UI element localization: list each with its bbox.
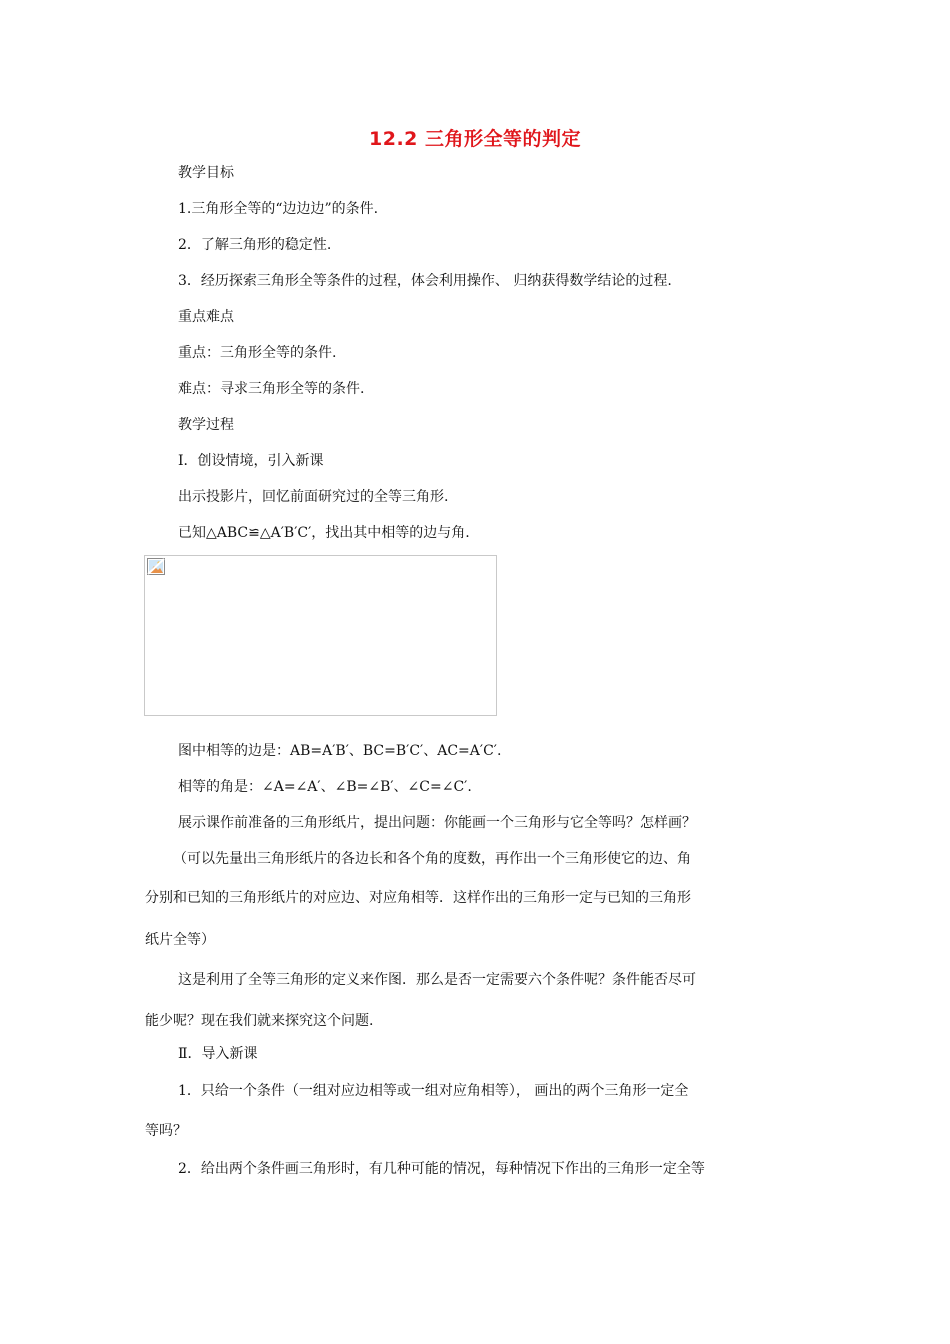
paragraph: 纸片全等）: [145, 932, 215, 948]
paragraph: 2．给出两个条件画三角形时，有几种可能的情况，每种情况下作出的三角形一定全等: [178, 1161, 705, 1177]
section-heading-process: 教学过程: [178, 417, 234, 433]
paragraph: 这是利用了全等三角形的定义来作图．那么是否一定需要六个条件呢？条件能否尽可: [178, 972, 696, 988]
figure-placeholder: [144, 555, 497, 716]
paragraph: 能少呢？现在我们就来探究这个问题.: [145, 1013, 374, 1029]
paragraph: （可以先量出三角形纸片的各边长和各个角的度数，再作出一个三角形使它的边、角: [173, 851, 691, 867]
paragraph: 1.三角形全等的“边边边”的条件.: [178, 201, 379, 217]
section-heading-key-points: 重点难点: [178, 309, 234, 325]
section-heading-objectives: 教学目标: [178, 165, 234, 181]
paragraph: 出示投影片，回忆前面研究过的全等三角形.: [178, 489, 449, 505]
paragraph: 相等的角是：∠A=∠A′、∠B=∠B′、∠C=∠C′.: [178, 779, 472, 795]
paragraph: 图中相等的边是：AB=A′B′、BC=B′C′、AC=A′C′.: [178, 743, 502, 759]
paragraph: 2．了解三角形的稳定性.: [178, 237, 332, 253]
paragraph: 已知△ABC≌△A′B′C′，找出其中相等的边与角.: [178, 525, 470, 541]
paragraph: 重点：三角形全等的条件.: [178, 345, 337, 361]
subsection-heading: Ⅱ．导入新课: [178, 1046, 258, 1062]
document-title: 12.2 三角形全等的判定: [369, 128, 581, 150]
paragraph: 难点：寻求三角形全等的条件.: [178, 381, 365, 397]
paragraph: 分别和已知的三角形纸片的对应边、对应角相等．这样作出的三角形一定与已知的三角形: [145, 890, 691, 906]
paragraph: 1．只给一个条件（一组对应边相等或一组对应角相等）， 画出的两个三角形一定全: [178, 1083, 689, 1099]
paragraph: 等吗？: [145, 1123, 187, 1139]
subsection-heading: Ⅰ．创设情境，引入新课: [178, 453, 324, 469]
broken-image-icon: [147, 558, 165, 575]
paragraph: 3．经历探索三角形全等条件的过程，体会利用操作、 归纳获得数学结论的过程.: [178, 273, 672, 289]
paragraph: 展示课作前准备的三角形纸片，提出问题：你能画一个三角形与它全等吗？怎样画？: [178, 815, 696, 831]
